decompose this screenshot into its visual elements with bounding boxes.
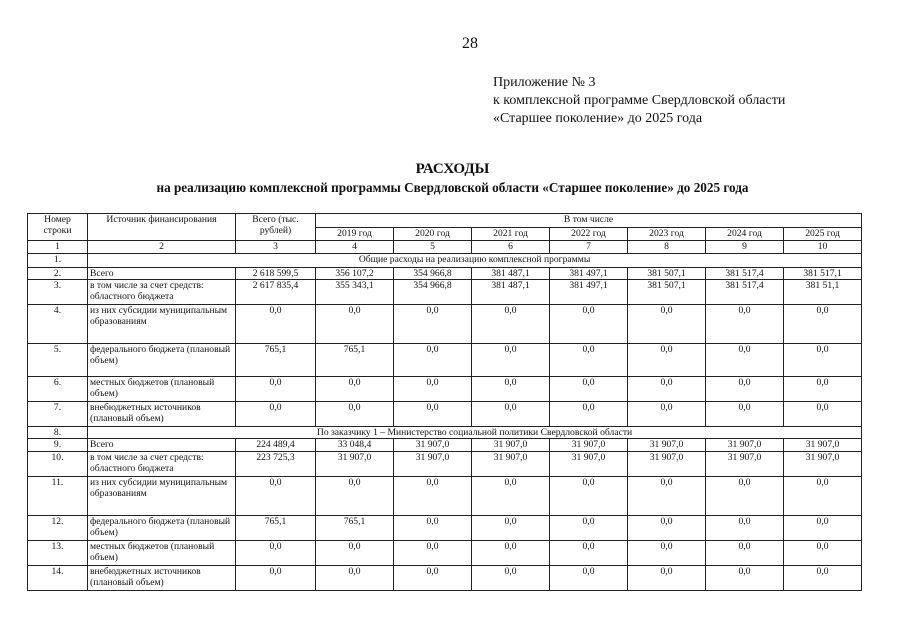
year-value-cell: 33 048,4 <box>316 439 394 452</box>
table-row <box>28 477 862 516</box>
column-number: 2 <box>88 241 236 254</box>
year-value-cell: 0,0 <box>394 377 472 402</box>
year-value-cell: 0,0 <box>706 305 784 344</box>
source-cell: федерального бюджета (плановый объем) <box>88 516 236 541</box>
year-value-cell: 0,0 <box>394 402 472 427</box>
year-value-cell: 0,0 <box>706 566 784 591</box>
section-title-cell: По заказчику 1 – Министерство социальной политики Свердловской области <box>88 427 862 439</box>
appendix-block <box>493 74 785 128</box>
section-title-cell: Общие расходы на реализацию комплексной программы <box>88 254 862 268</box>
year-value-cell: 31 907,0 <box>628 452 706 477</box>
row-number-cell: 5. <box>28 344 88 377</box>
year-value-cell: 0,0 <box>316 566 394 591</box>
year-value-cell: 0,0 <box>784 477 862 516</box>
year-value-cell: 0,0 <box>628 541 706 566</box>
header-total: Всего (тыс. рублей) <box>236 214 316 241</box>
year-value-cell: 0,0 <box>550 402 628 427</box>
table-row <box>28 566 862 591</box>
year-value-cell: 381 507,1 <box>628 268 706 280</box>
column-number: 3 <box>236 241 316 254</box>
header-year: 2022 год <box>550 228 628 241</box>
row-number-cell: 4. <box>28 305 88 344</box>
year-value-cell: 0,0 <box>706 516 784 541</box>
row-number-cell: 3. <box>28 280 88 305</box>
year-value-cell: 0,0 <box>784 566 862 591</box>
source-cell: Всего <box>88 268 236 280</box>
year-value-cell: 0,0 <box>706 344 784 377</box>
total-cell: 0,0 <box>236 402 316 427</box>
total-cell: 2 618 599,5 <box>236 268 316 280</box>
year-value-cell: 0,0 <box>784 305 862 344</box>
header-row-number: Номер строки <box>28 214 88 241</box>
table-row <box>28 268 862 280</box>
year-value-cell: 0,0 <box>550 516 628 541</box>
year-value-cell: 31 907,0 <box>784 439 862 452</box>
year-value-cell: 0,0 <box>784 516 862 541</box>
year-value-cell: 31 907,0 <box>550 439 628 452</box>
source-cell: местных бюджетов (плановый объем) <box>88 541 236 566</box>
year-value-cell: 0,0 <box>628 566 706 591</box>
year-value-cell: 381 517,4 <box>706 268 784 280</box>
year-value-cell: 0,0 <box>628 402 706 427</box>
year-value-cell: 0,0 <box>472 377 550 402</box>
column-number: 10 <box>784 241 862 254</box>
year-value-cell: 0,0 <box>784 541 862 566</box>
year-value-cell: 0,0 <box>628 477 706 516</box>
header-year: 2024 год <box>706 228 784 241</box>
total-cell: 0,0 <box>236 477 316 516</box>
year-value-cell: 0,0 <box>472 402 550 427</box>
table-row <box>28 541 862 566</box>
year-value-cell: 0,0 <box>316 477 394 516</box>
column-number: 5 <box>394 241 472 254</box>
page-number: 28 <box>462 35 478 52</box>
total-cell: 765,1 <box>236 516 316 541</box>
year-value-cell: 0,0 <box>316 402 394 427</box>
year-value-cell: 0,0 <box>550 305 628 344</box>
year-value-cell: 0,0 <box>394 344 472 377</box>
column-number: 9 <box>706 241 784 254</box>
year-value-cell: 0,0 <box>394 516 472 541</box>
year-value-cell: 0,0 <box>628 344 706 377</box>
row-number-cell: 9. <box>28 439 88 452</box>
total-cell: 0,0 <box>236 305 316 344</box>
source-cell: из них субсидии муниципальным образованиям <box>88 305 236 344</box>
year-value-cell: 0,0 <box>472 566 550 591</box>
total-cell: 2 617 835,4 <box>236 280 316 305</box>
appendix-line-2: к комплексной программе Свердловской области <box>493 93 786 108</box>
header-source: Источник финансирования <box>88 214 236 241</box>
year-value-cell: 0,0 <box>550 344 628 377</box>
header-year: 2025 год <box>784 228 862 241</box>
source-cell: в том числе за счет средств: областного бюджета <box>88 452 236 477</box>
table-row <box>28 516 862 541</box>
table-row <box>28 452 862 477</box>
row-number-cell: 6. <box>28 377 88 402</box>
row-number-cell: 12. <box>28 516 88 541</box>
table-row <box>28 377 862 402</box>
column-number: 6 <box>472 241 550 254</box>
year-value-cell: 381 487,1 <box>472 268 550 280</box>
column-numbers-row <box>28 241 862 254</box>
year-value-cell: 355 343,1 <box>316 280 394 305</box>
year-value-cell: 381 517,1 <box>784 268 862 280</box>
year-value-cell: 0,0 <box>550 566 628 591</box>
year-value-cell: 0,0 <box>706 541 784 566</box>
expenses-table <box>27 213 862 591</box>
row-number-cell: 11. <box>28 477 88 516</box>
year-value-cell: 381 497,1 <box>550 268 628 280</box>
row-number-cell: 8. <box>28 427 88 439</box>
column-number: 1 <box>28 241 88 254</box>
source-cell: федерального бюджета (плановый объем) <box>88 344 236 377</box>
row-number-cell: 13. <box>28 541 88 566</box>
year-value-cell: 0,0 <box>316 541 394 566</box>
year-value-cell: 0,0 <box>550 377 628 402</box>
year-value-cell: 381 497,1 <box>550 280 628 305</box>
total-cell: 224 489,4 <box>236 439 316 452</box>
appendix-line-3: «Старшее поколение» до 2025 года <box>493 111 703 126</box>
appendix-line-1: Приложение № 3 <box>493 75 596 90</box>
year-value-cell: 31 907,0 <box>550 452 628 477</box>
row-number-cell: 2. <box>28 268 88 280</box>
year-value-cell: 0,0 <box>472 541 550 566</box>
year-value-cell: 31 907,0 <box>394 439 472 452</box>
column-number: 7 <box>550 241 628 254</box>
source-cell: Всего <box>88 439 236 452</box>
year-value-cell: 31 907,0 <box>394 452 472 477</box>
year-value-cell: 31 907,0 <box>784 452 862 477</box>
table-row <box>28 305 862 344</box>
header-year: 2023 год <box>628 228 706 241</box>
year-value-cell: 765,1 <box>316 516 394 541</box>
table-row <box>28 344 862 377</box>
year-value-cell: 0,0 <box>784 402 862 427</box>
year-value-cell: 381 507,1 <box>628 280 706 305</box>
total-cell: 0,0 <box>236 566 316 591</box>
year-value-cell: 0,0 <box>784 377 862 402</box>
year-value-cell: 0,0 <box>706 402 784 427</box>
year-value-cell: 0,0 <box>472 477 550 516</box>
year-value-cell: 0,0 <box>628 305 706 344</box>
total-cell: 0,0 <box>236 377 316 402</box>
total-cell: 0,0 <box>236 541 316 566</box>
year-value-cell: 0,0 <box>394 541 472 566</box>
year-value-cell: 0,0 <box>316 377 394 402</box>
document-subtitle: на реализацию комплексной программы Свердловской области «Старшее поколение» до 2025 года <box>156 180 749 195</box>
table-body <box>28 241 862 591</box>
total-cell: 765,1 <box>236 344 316 377</box>
column-number: 4 <box>316 241 394 254</box>
year-value-cell: 31 907,0 <box>472 452 550 477</box>
source-cell: из них субсидии муниципальным образованиям <box>88 477 236 516</box>
column-number: 8 <box>628 241 706 254</box>
header-year: 2021 год <box>472 228 550 241</box>
year-value-cell: 31 907,0 <box>706 439 784 452</box>
year-value-cell: 381 517,4 <box>706 280 784 305</box>
row-number-cell: 7. <box>28 402 88 427</box>
header-year: 2020 год <box>394 228 472 241</box>
year-value-cell: 381 51,1 <box>784 280 862 305</box>
section-row <box>28 427 862 439</box>
year-value-cell: 381 487,1 <box>472 280 550 305</box>
year-value-cell: 31 907,0 <box>316 452 394 477</box>
year-value-cell: 0,0 <box>316 305 394 344</box>
header-including: В том числе <box>316 214 862 228</box>
year-value-cell: 31 907,0 <box>472 439 550 452</box>
year-value-cell: 0,0 <box>472 305 550 344</box>
year-value-cell: 0,0 <box>394 566 472 591</box>
source-cell: внебюджетных источников (плановый объем) <box>88 402 236 427</box>
table-row <box>28 402 862 427</box>
source-cell: в том числе за счет средств: областного бюджета <box>88 280 236 305</box>
year-value-cell: 356 107,2 <box>316 268 394 280</box>
year-value-cell: 0,0 <box>628 377 706 402</box>
year-value-cell: 0,0 <box>628 516 706 541</box>
document-title: РАСХОДЫ <box>415 161 490 177</box>
table-row <box>28 439 862 452</box>
year-value-cell: 0,0 <box>394 477 472 516</box>
source-cell: местных бюджетов (плановый объем) <box>88 377 236 402</box>
year-value-cell: 0,0 <box>394 305 472 344</box>
year-value-cell: 0,0 <box>706 377 784 402</box>
year-value-cell: 0,0 <box>472 344 550 377</box>
year-value-cell: 31 907,0 <box>628 439 706 452</box>
row-number-cell: 1. <box>28 254 88 268</box>
year-value-cell: 0,0 <box>784 344 862 377</box>
year-value-cell: 0,0 <box>472 516 550 541</box>
year-value-cell: 31 907,0 <box>706 452 784 477</box>
source-cell: внебюджетных источников (плановый объем) <box>88 566 236 591</box>
total-cell: 223 725,3 <box>236 452 316 477</box>
section-row <box>28 254 862 268</box>
year-value-cell: 0,0 <box>550 541 628 566</box>
row-number-cell: 14. <box>28 566 88 591</box>
year-value-cell: 0,0 <box>706 477 784 516</box>
year-value-cell: 354 966,8 <box>394 280 472 305</box>
table-row <box>28 280 862 305</box>
year-value-cell: 0,0 <box>550 477 628 516</box>
row-number-cell: 10. <box>28 452 88 477</box>
header-year: 2019 год <box>316 228 394 241</box>
year-value-cell: 354 966,8 <box>394 268 472 280</box>
year-value-cell: 765,1 <box>316 344 394 377</box>
